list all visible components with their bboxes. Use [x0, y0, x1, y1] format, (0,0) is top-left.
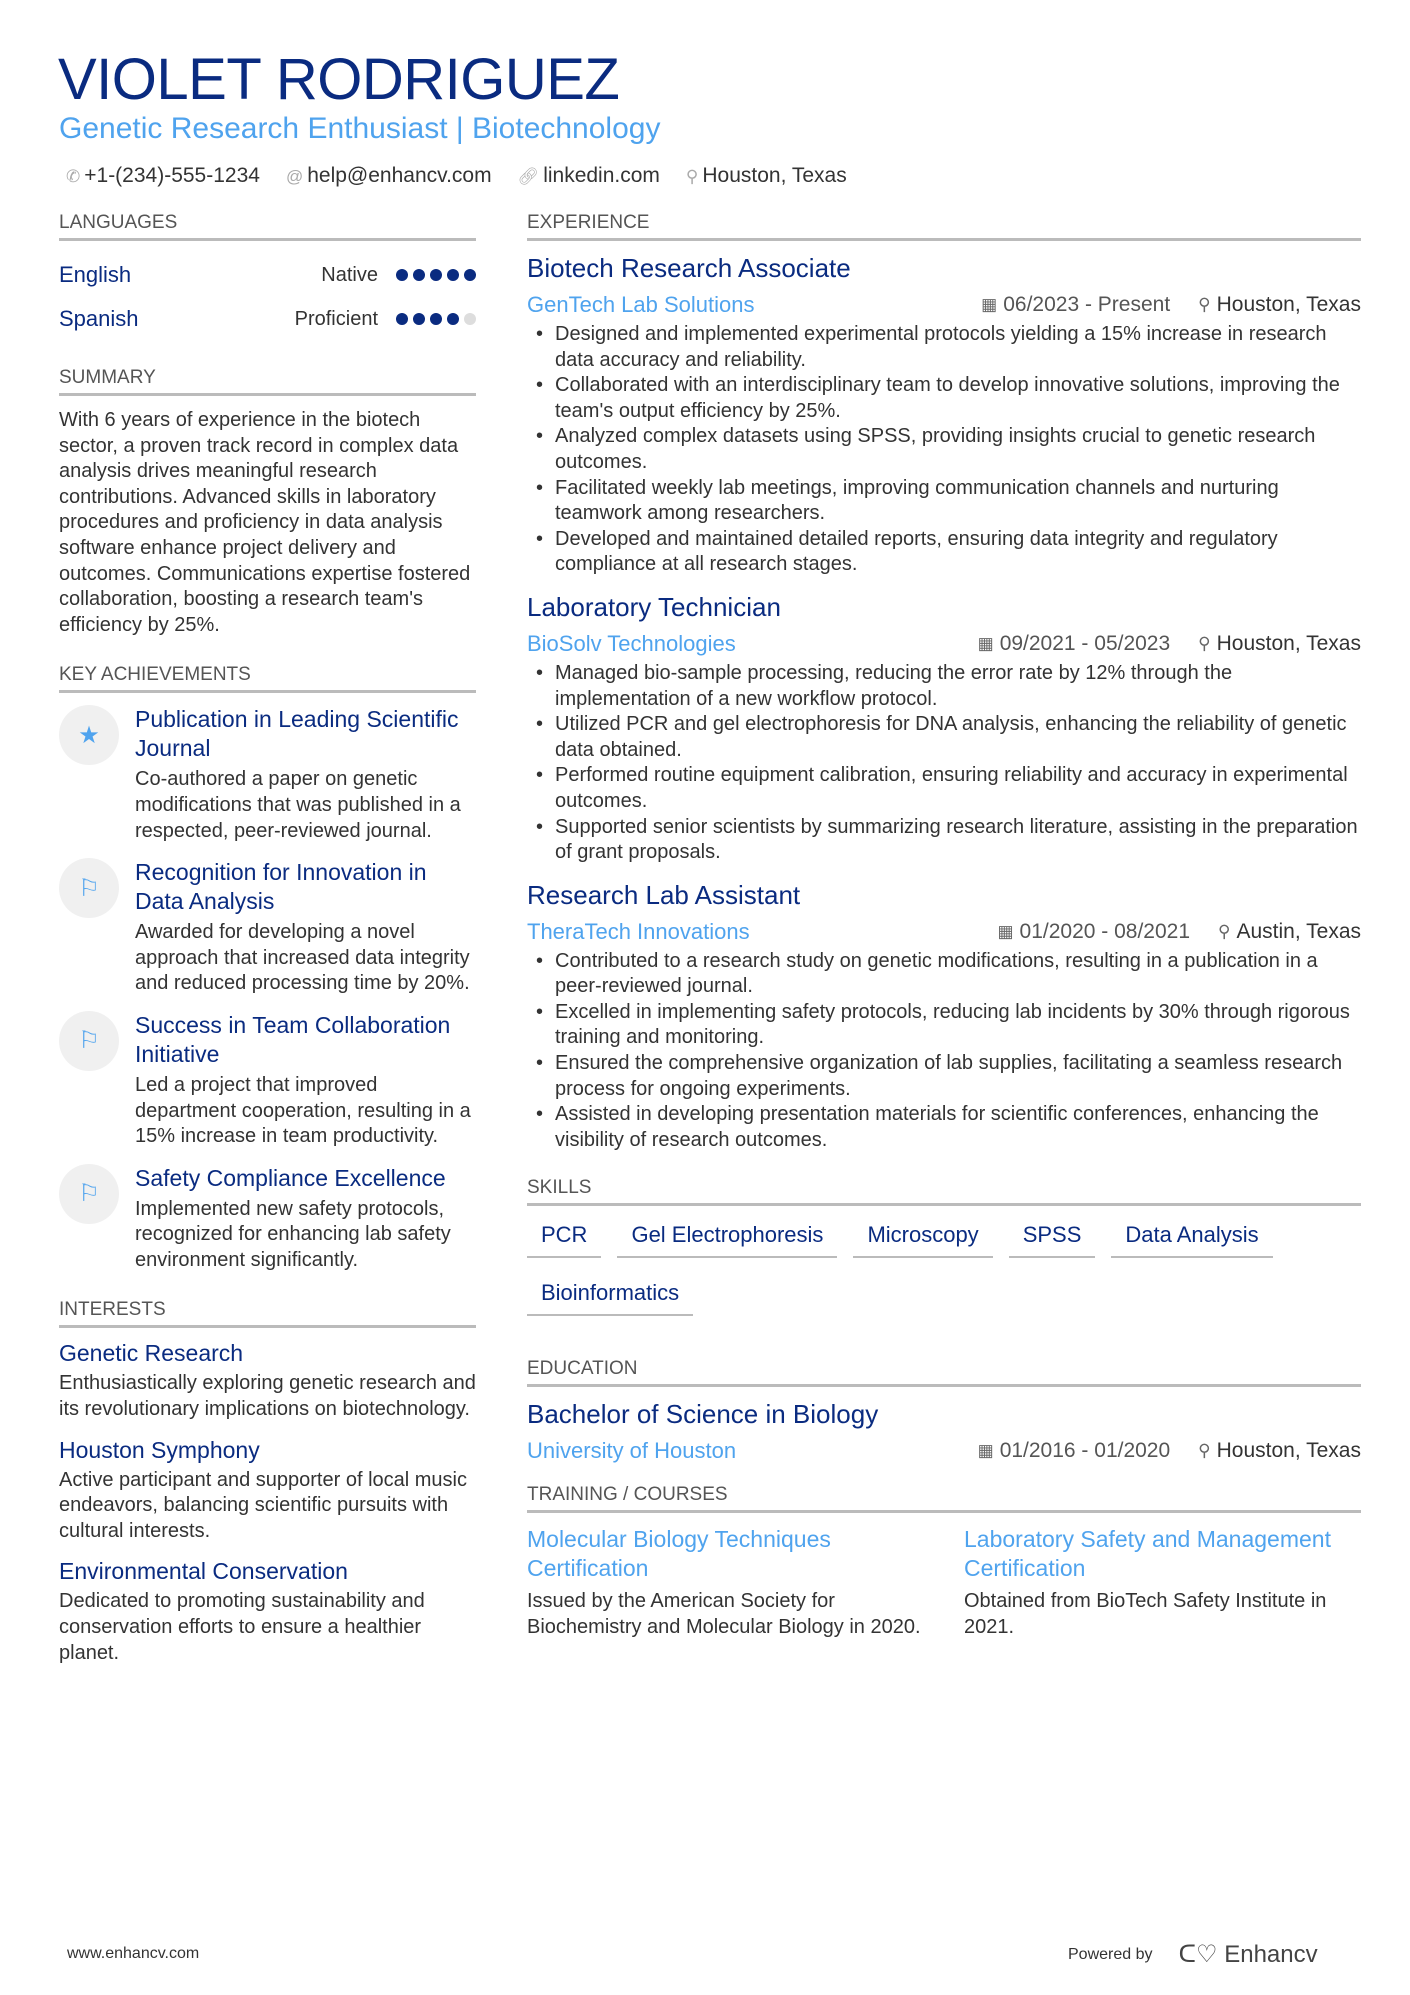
flag-icon: ⚐ — [59, 1164, 119, 1224]
achievement-title: Recognition for Innovation in Data Analysis — [135, 859, 427, 915]
proficiency-dot — [464, 269, 476, 281]
calendar-icon: ▦ — [977, 633, 994, 653]
achievement-body — [135, 705, 476, 844]
job-bullets — [527, 949, 1361, 1154]
interest-item — [59, 1558, 476, 1666]
language-level: Native — [321, 263, 378, 286]
skills-section — [527, 1177, 1361, 1316]
degree: Bachelor of Science in Biology — [527, 1399, 879, 1430]
contact-email[interactable] — [286, 164, 492, 188]
footer-site[interactable]: www.enhancv.com — [67, 1945, 200, 1962]
training-title: Molecular Biology Techniques Certification — [527, 1526, 831, 1582]
section-heading: SKILLS — [527, 1177, 1361, 1206]
training-desc: Issued by the American Society for Biochemistry and Molecular Biology in 2020. — [527, 1590, 921, 1639]
calendar-icon: ▦ — [997, 921, 1014, 941]
achievement-item — [59, 858, 476, 997]
job-location: Houston, Texas — [1216, 631, 1361, 655]
training-desc: Obtained from BioTech Safety Institute in 2021. — [964, 1590, 1327, 1639]
link-icon: 🔗︎ — [517, 167, 540, 186]
achievement-item — [59, 705, 476, 844]
bullet-item: • Managed bio-sample processing, reducing the error rate by 12% through the implementation of a new workflow protocol. — [527, 661, 1361, 712]
experience-section — [527, 212, 1361, 1153]
dates: 01/2016 - 01/2020 — [999, 1439, 1171, 1463]
achievement-title: Success in Team Collaboration Initiative — [135, 1011, 451, 1067]
bullet-item: • Supported senior scientists by summarizing research literature, assisting in the preparation of grant proposals. — [527, 815, 1361, 866]
bullet-item: • Collaborated with an interdisciplinary team to develop innovative solutions, improving the team's output efficiency by 25%. — [527, 373, 1361, 424]
job-role: Laboratory Technician — [527, 591, 781, 622]
interest-item — [59, 1340, 476, 1422]
interest-title: Houston Symphony — [59, 1436, 260, 1463]
location-pin-icon: ⚲ — [685, 167, 699, 186]
company-name[interactable]: BioSolv Technologies — [527, 630, 736, 656]
contact-location — [686, 164, 847, 188]
flag-icon: ⚐ — [59, 1011, 119, 1071]
company-name[interactable]: GenTech Lab Solutions — [527, 292, 755, 317]
contact-link[interactable] — [518, 164, 660, 188]
school: University of Houston — [527, 1438, 737, 1464]
job-bullets — [527, 661, 1361, 866]
proficiency-dot — [413, 269, 425, 281]
location: Houston, Texas — [1216, 1439, 1361, 1463]
job-location: Houston, Texas — [1216, 293, 1361, 316]
logo-icon: ᑕ♡ — [1178, 1941, 1218, 1968]
skill-tag: Gel Electrophoresis — [617, 1218, 837, 1258]
calendar-icon: ▦ — [977, 1441, 994, 1461]
language-item — [59, 253, 476, 297]
contact-bar — [66, 164, 847, 188]
training-title: Laboratory Safety and Management Certification — [964, 1526, 1331, 1582]
email-text: help@enhancv.com — [307, 164, 492, 187]
interest-desc: Enthusiastically exploring genetic research and its revolutionary implications on biotechnology. — [59, 1372, 476, 1421]
proficiency-dot — [447, 313, 459, 325]
company-name[interactable]: TheraTech Innovations — [527, 918, 750, 944]
interests-section — [59, 1299, 476, 1666]
interest-title: Environmental Conservation — [59, 1558, 348, 1585]
languages-section — [59, 212, 476, 341]
bullet-item: • Contributed to a research study on genetic modifications, resulting in a publication in a peer-reviewed journal. — [527, 949, 1361, 1000]
proficiency-dot — [447, 269, 459, 281]
skill-tag: SPSS — [1009, 1218, 1096, 1258]
candidate-name: VIOLET RODRIGUEZ — [58, 47, 620, 112]
skill-tag: Microscopy — [853, 1218, 992, 1258]
language-name: Spanish — [59, 306, 139, 331]
job-entry — [527, 592, 1361, 866]
right-column — [527, 212, 1361, 1641]
language-name: English — [59, 262, 132, 287]
bullet-item: • Ensured the comprehensive organization of lab supplies, facilitating a seamless research process for ongoing experiments. — [527, 1051, 1361, 1102]
bullet-item: • Analyzed complex datasets using SPSS, providing insights crucial to genetic research outcomes. — [527, 424, 1361, 475]
job-dates: 01/2020 - 08/2021 — [1019, 919, 1191, 943]
training-section — [527, 1484, 1361, 1640]
flag-icon: ⚐ — [59, 858, 119, 918]
interest-item — [59, 1437, 476, 1545]
job-entry — [527, 253, 1361, 578]
proficiency-dot — [430, 313, 442, 325]
job-location: Austin, Texas — [1236, 919, 1361, 943]
achievements-section — [59, 664, 476, 1273]
location-text: Houston, Texas — [702, 164, 847, 187]
brand-text: Enhancv — [1224, 1941, 1318, 1968]
achievement-item — [59, 1164, 476, 1274]
link-text: linkedin.com — [543, 164, 660, 187]
language-item — [59, 297, 476, 341]
location-pin-icon: ⚲ — [1198, 295, 1211, 314]
location-pin-icon: ⚲ — [1218, 921, 1231, 941]
star-icon: ★ — [59, 705, 119, 765]
section-heading: KEY ACHIEVEMENTS — [59, 664, 476, 693]
enhancv-logo — [1179, 1940, 1318, 1969]
calendar-icon: ▦ — [981, 295, 998, 314]
section-heading: LANGUAGES — [59, 212, 476, 241]
job-meta — [527, 631, 1361, 657]
job-dates: 06/2023 - Present — [1003, 293, 1171, 316]
skill-tag: PCR — [527, 1218, 601, 1258]
proficiency-dots — [396, 269, 476, 281]
language-level: Proficient — [294, 307, 378, 330]
education-section — [527, 1358, 1361, 1464]
contact-phone — [66, 164, 260, 188]
job-meta — [527, 919, 1361, 945]
powered-by-text: Powered by — [1068, 1945, 1153, 1963]
proficiency-dot — [396, 269, 408, 281]
bullet-item: • Performed routine equipment calibration, ensuring reliability and accuracy in experimental outcomes. — [527, 763, 1361, 814]
bullet-item: • Developed and maintained detailed reports, ensuring data integrity and regulatory compliance at all research stages. — [527, 527, 1361, 578]
job-meta — [527, 292, 1361, 318]
section-heading: INTERESTS — [59, 1299, 476, 1328]
job-dates: 09/2021 - 05/2023 — [999, 631, 1171, 655]
summary-text: With 6 years of experience in the biotech sector, a proven track record in complex data analysis drives meaningful research contributions. Advanced skills in laboratory procedures and proficiency in data analysis software enhance project delivery and outcomes. Communications expertise fostered collaboration, boosting a research team's efficiency by 25%. — [59, 409, 471, 636]
achievement-item — [59, 1011, 476, 1150]
achievement-desc: Implemented new safety protocols, recognized for enhancing lab safety environment significantly. — [135, 1197, 451, 1271]
interest-desc: Active participant and supporter of local music endeavors, balancing scientific pursuits with cultural interests. — [59, 1468, 467, 1542]
phone-text: +1-(234)-555-1234 — [84, 164, 260, 187]
job-bullets — [527, 322, 1361, 578]
achievement-title: Publication in Leading Scientific Journal — [135, 706, 459, 762]
bullet-item: • Facilitated weekly lab meetings, improving communication channels and nurturing teamwork among researchers. — [527, 476, 1361, 527]
interest-desc: Dedicated to promoting sustainability and conservation efforts to ensure a healthier planet. — [59, 1590, 425, 1664]
location-pin-icon: ⚲ — [1198, 633, 1211, 653]
training-item — [527, 1525, 924, 1640]
phone-icon: ✆ — [66, 167, 81, 186]
proficiency-dot — [413, 313, 425, 325]
summary-section — [59, 367, 476, 638]
proficiency-dots — [396, 313, 476, 325]
interest-title: Genetic Research — [59, 1340, 244, 1367]
proficiency-dot — [430, 269, 442, 281]
achievement-body — [135, 1164, 476, 1274]
achievement-title: Safety Compliance Excellence — [135, 1164, 446, 1191]
section-heading: SUMMARY — [59, 367, 476, 396]
skill-tag: Data Analysis — [1111, 1218, 1272, 1258]
section-heading: EDUCATION — [527, 1358, 1361, 1387]
proficiency-dot — [464, 313, 476, 325]
achievement-desc: Co-authored a paper on genetic modifications that was published in a respected, peer-reviewed journal. — [135, 768, 461, 842]
job-role: Biotech Research Associate — [527, 253, 851, 283]
section-heading: TRAINING / COURSES — [527, 1484, 1361, 1513]
proficiency-dot — [396, 313, 408, 325]
candidate-title: Genetic Research Enthusiast | Biotechnology — [59, 112, 661, 145]
location-pin-icon: ⚲ — [1198, 1441, 1211, 1461]
left-column — [59, 212, 476, 1680]
at-icon: @ — [285, 167, 304, 186]
bullet-item: • Utilized PCR and gel electrophoresis for DNA analysis, enhancing the reliability of genetic data obtained. — [527, 712, 1361, 763]
section-heading: EXPERIENCE — [527, 212, 1361, 241]
bullet-item: • Designed and implemented experimental protocols yielding a 15% increase in research data accuracy and reliability. — [527, 322, 1361, 373]
job-role: Research Lab Assistant — [527, 879, 801, 910]
job-entry — [527, 880, 1361, 1154]
footer-branding — [1068, 1940, 1318, 1969]
achievement-desc: Awarded for developing a novel approach that increased data integrity and reduced processing time by 20%. — [135, 921, 470, 995]
bullet-item: • Excelled in implementing safety protocols, reducing lab incidents by 30% through rigorous training and monitoring. — [527, 1000, 1361, 1051]
training-item — [964, 1525, 1361, 1640]
achievement-body — [135, 1011, 476, 1150]
achievement-body — [135, 858, 476, 997]
achievement-desc: Led a project that improved department cooperation, resulting in a 15% increase in team productivity. — [135, 1073, 471, 1148]
skill-tag: Bioinformatics — [527, 1276, 693, 1316]
bullet-item: • Assisted in developing presentation materials for scientific conferences, enhancing the visibility of research outcomes. — [527, 1102, 1361, 1153]
